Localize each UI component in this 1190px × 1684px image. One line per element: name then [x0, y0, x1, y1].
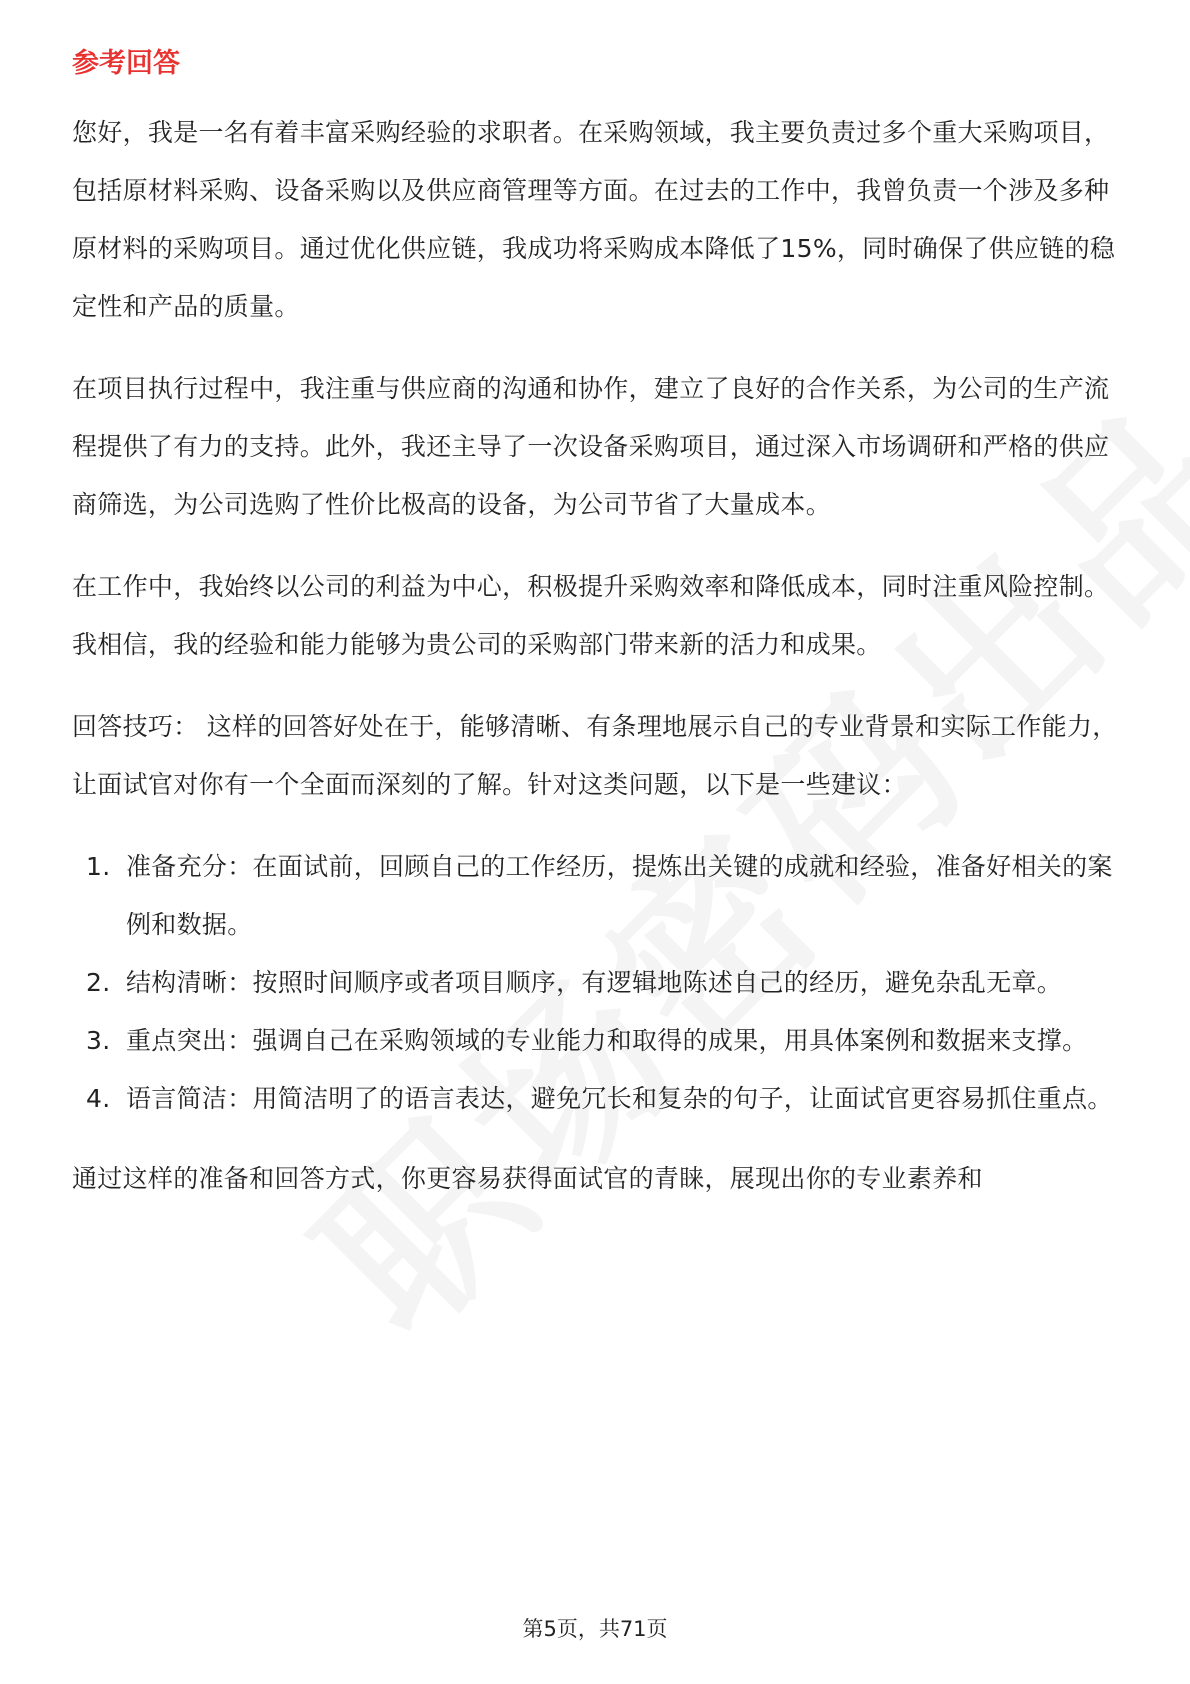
list-item-number: 4.: [86, 1084, 111, 1113]
closing-paragraph: 通过这样的准备和回答方式，你更容易获得面试官的青睐，展现出你的专业素养和: [72, 1164, 983, 1193]
list-item: [72, 838, 1118, 954]
list-item-text: 结构清晰：按照时间顺序或者项目顺序，有逻辑地陈述自己的经历，避免杂乱无章。: [126, 968, 1063, 997]
tips-intro-paragraph: 回答技巧： 这样的回答好处在于，能够清晰、有条理地展示自己的专业背景和实际工作能力，让面试官对你有一个全面而深刻的了解。针对这类问题，以下是一些建议：: [72, 712, 1118, 799]
answer-paragraph-2: 在项目执行过程中，我注重与供应商的沟通和协作，建立了良好的合作关系，为公司的生产流程提供了有力的支持。此外，我还主导了一次设备采购项目，通过深入市场调研和严格的供应商筛选，为公司选购了性价比极高的设备，为公司节省了大量成本。: [72, 374, 1110, 519]
list-item-text: 语言简洁：用简洁明了的语言表达，避免冗长和复杂的句子，让面试官更容易抓住重点。: [126, 1084, 1113, 1113]
list-item-number: 3.: [86, 1026, 111, 1055]
list-item-number: 2.: [86, 968, 111, 997]
page-content: [72, 44, 1118, 1232]
tips-list: [72, 838, 1118, 1128]
list-item: [72, 954, 1118, 1012]
list-item: [72, 1070, 1118, 1128]
section-heading: 参考回答: [72, 48, 180, 79]
answer-paragraph-3: 在工作中，我始终以公司的利益为中心，积极提升采购效率和降低成本，同时注重风险控制。我相信，我的经验和能力能够为贵公司的采购部门带来新的活力和成果。: [72, 572, 1110, 659]
page-number-footer: 第5页，共71页: [522, 1617, 668, 1641]
answer-paragraph-1: 您好，我是一名有着丰富采购经验的求职者。在采购领域，我主要负责过多个重大采购项目，包括原材料采购、设备采购以及供应商管理等方面。在过去的工作中，我曾负责一个涉及多种原材料的采购项目。通过优化供应链，我成功将采购成本降低了15%，同时确保了供应链的稳定性和产品的质量。: [72, 118, 1116, 321]
list-item-number: 1.: [86, 852, 111, 881]
list-item: [72, 1012, 1118, 1070]
list-item-text: 准备充分：在面试前，回顾自己的工作经历，提炼出关键的成就和经验，准备好相关的案例和数据。: [126, 852, 1113, 939]
list-item-text: 重点突出：强调自己在采购领域的专业能力和取得的成果，用具体案例和数据来支撑。: [126, 1026, 1088, 1055]
